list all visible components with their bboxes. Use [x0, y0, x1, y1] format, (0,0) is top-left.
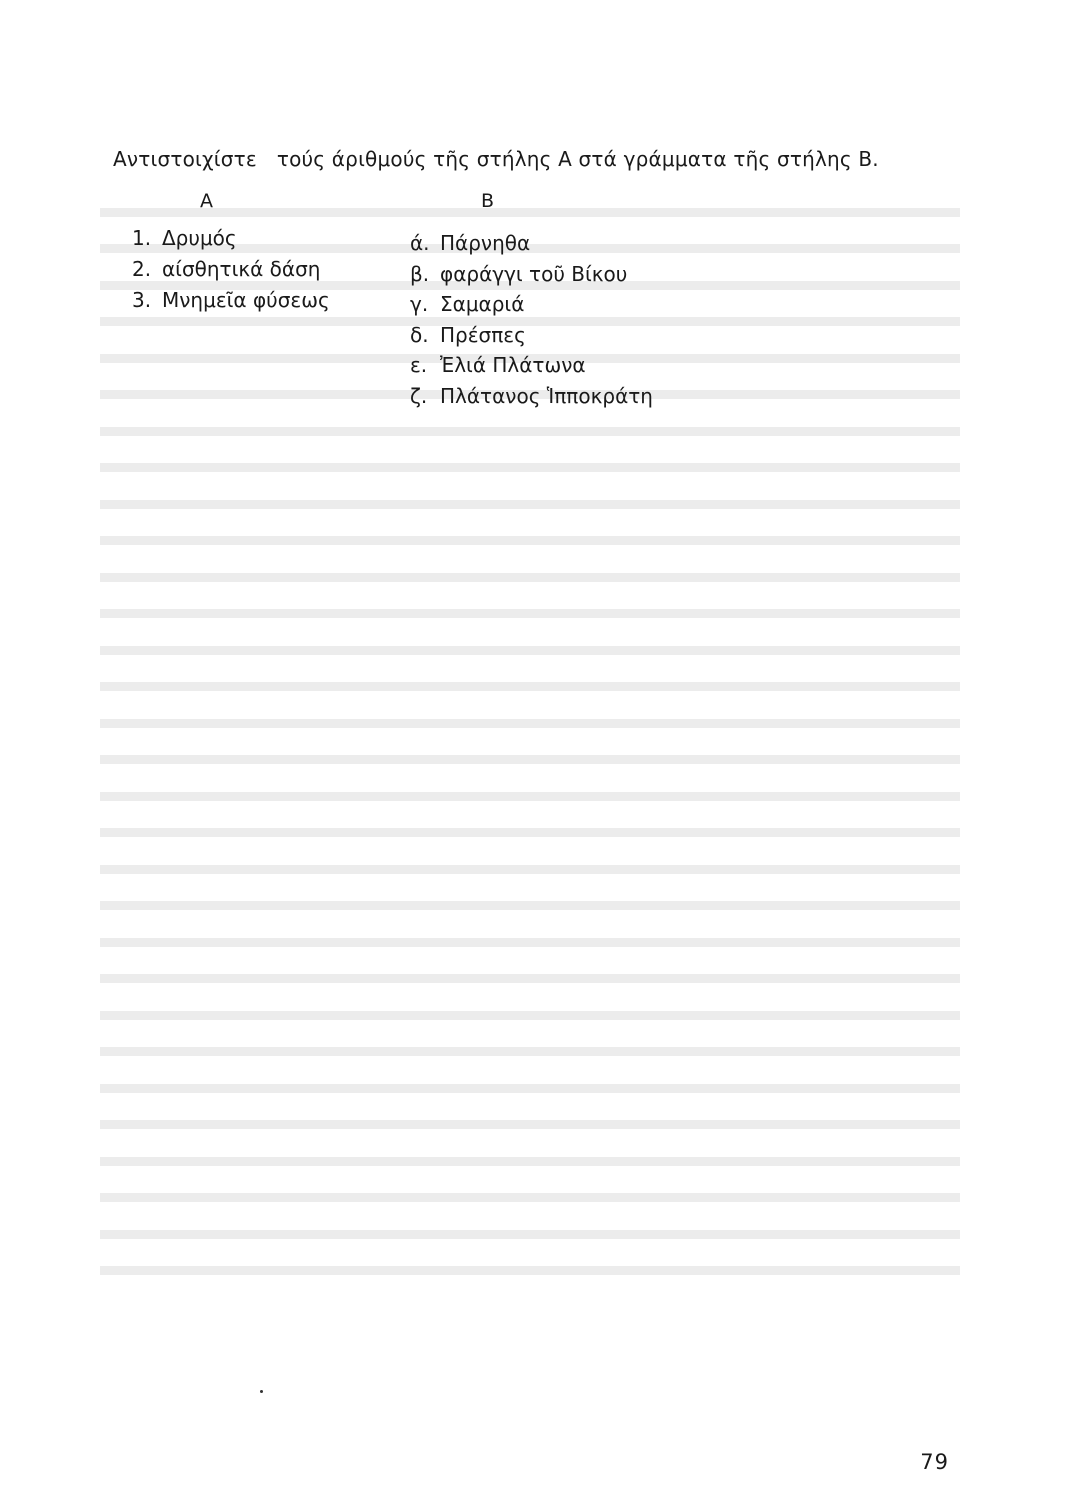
- bleed-through-line: [100, 516, 960, 546]
- list-item: [132, 285, 330, 316]
- bleed-through-line: [100, 625, 960, 655]
- bleed-through-line: [100, 662, 960, 692]
- column-b-heading: Β: [481, 190, 495, 212]
- item-text: Σαμαριά: [440, 292, 525, 317]
- column-b-list: [410, 228, 653, 412]
- bleed-through-line: [100, 917, 960, 947]
- item-text: αίσθητικά δάση: [162, 257, 321, 281]
- list-item: [410, 259, 653, 290]
- bleed-through-line: [100, 1027, 960, 1057]
- item-text: Ἐλιά Πλάτωνα: [440, 353, 586, 378]
- bleed-through-line: [100, 187, 960, 217]
- item-number: 1.: [132, 226, 152, 250]
- column-a-list: [132, 223, 330, 316]
- list-item: [132, 254, 330, 285]
- bleed-through-line: [100, 1136, 960, 1166]
- bleed-through-line: [100, 1173, 960, 1203]
- item-letter: β.: [410, 261, 430, 286]
- list-item: [410, 320, 653, 351]
- item-letter: γ.: [410, 292, 429, 317]
- bleed-through-line: [100, 1100, 960, 1130]
- bleed-through-line: [100, 1209, 960, 1239]
- bleed-through-line: [100, 844, 960, 874]
- page-number: 79: [920, 1450, 949, 1474]
- item-text: Δρυμός: [162, 226, 237, 250]
- list-item: [410, 350, 653, 381]
- list-item: [410, 289, 653, 320]
- item-text: Πρέσπες: [440, 322, 526, 347]
- bleed-through-line: [100, 1246, 960, 1276]
- bleed-through-line: [100, 443, 960, 473]
- bleed-through-line: [100, 698, 960, 728]
- item-letter: ζ.: [410, 383, 428, 408]
- item-letter: ε.: [410, 353, 428, 378]
- item-text: Μνημεῖα φύσεως: [162, 288, 330, 312]
- instruction-text: τούς άριθμούς τῆς στήλης Α στά γράμματα τῆς στήλης Β.: [276, 147, 879, 171]
- bleed-through-line: [100, 589, 960, 619]
- bleed-through-line: [100, 808, 960, 838]
- bleed-through-line: [100, 552, 960, 582]
- column-a-heading: Α: [200, 190, 213, 212]
- list-item: [132, 223, 330, 254]
- bleed-through-line: [100, 954, 960, 984]
- item-text: φαράγγι τοῦ Βίκου: [440, 261, 628, 286]
- item-text: Πάρνηθα: [440, 231, 531, 255]
- instruction-verb: Αντιστοιχίστε: [113, 147, 257, 171]
- item-text: Πλάτανος Ἱπποκράτη: [440, 383, 653, 408]
- bleed-through-line: [100, 990, 960, 1020]
- list-item: [410, 228, 653, 259]
- item-letter: ά.: [410, 231, 430, 255]
- item-number: 3.: [132, 288, 152, 312]
- item-number: 2.: [132, 257, 152, 281]
- bleed-through-line: [100, 735, 960, 765]
- bleed-through-line: [100, 881, 960, 911]
- item-letter: δ.: [410, 322, 429, 347]
- bleed-through-line: [100, 1063, 960, 1093]
- ink-speck: [260, 1390, 263, 1393]
- list-item: [410, 381, 653, 412]
- bleed-through-line: [100, 771, 960, 801]
- exercise-instruction: [113, 147, 879, 171]
- bleed-through-line: [100, 479, 960, 509]
